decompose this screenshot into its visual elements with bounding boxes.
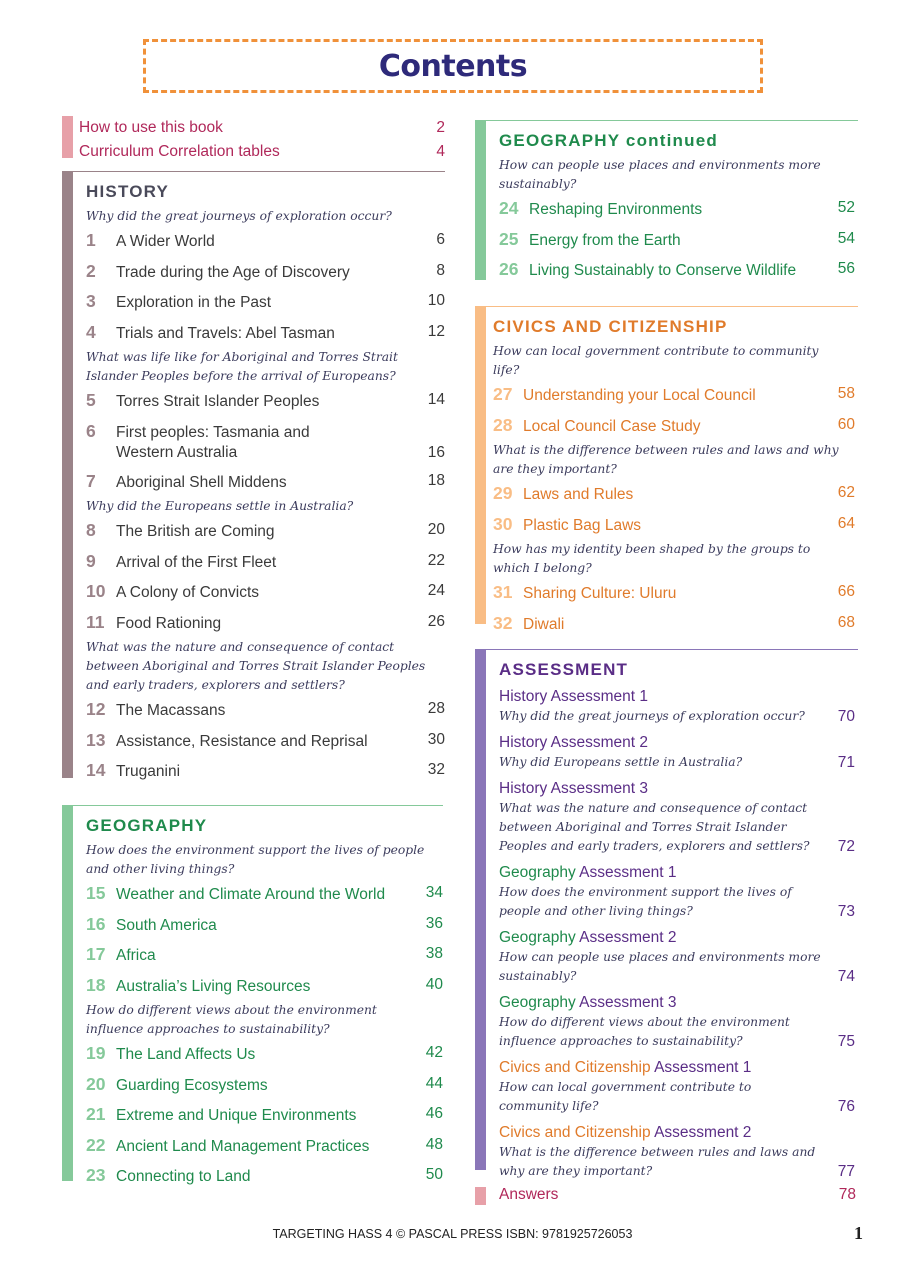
toc-entry[interactable] bbox=[86, 226, 445, 257]
assessment-item[interactable] bbox=[499, 1058, 855, 1116]
toc-entry[interactable] bbox=[86, 386, 445, 417]
toc-entry[interactable] bbox=[86, 257, 445, 288]
toc-entry[interactable] bbox=[493, 411, 855, 442]
guiding-question: How has my identity been shaped by the groups to which I belong? bbox=[493, 542, 811, 575]
entry-page: 30 bbox=[427, 730, 445, 748]
entry-page: 10 bbox=[427, 292, 445, 309]
toc-entry[interactable] bbox=[499, 225, 855, 256]
toc-entry[interactable] bbox=[86, 879, 443, 910]
entry-title: Living Sustainably to Conserve Wildlife bbox=[529, 262, 797, 279]
entry-title: Laws and Rules bbox=[523, 486, 634, 503]
entry-page: 50 bbox=[425, 1166, 443, 1183]
toc-entry[interactable] bbox=[86, 695, 445, 726]
entry-number: 18 bbox=[86, 974, 106, 995]
entry-title-line2: Western Australia bbox=[116, 443, 238, 461]
intro-item-page: 2 bbox=[436, 119, 445, 136]
toc-entry[interactable] bbox=[493, 609, 855, 640]
assessment-item[interactable] bbox=[499, 863, 855, 921]
entry-number: 15 bbox=[86, 883, 106, 903]
assessment-subject: Geography bbox=[499, 864, 576, 881]
assessment-title bbox=[499, 779, 855, 799]
title-box bbox=[143, 39, 763, 93]
toc-entry[interactable] bbox=[493, 380, 855, 411]
geography-continued-bar bbox=[475, 120, 486, 280]
section-heading: ASSESSMENT bbox=[499, 660, 629, 679]
toc-entry[interactable] bbox=[493, 578, 855, 609]
intro-item-page: 4 bbox=[436, 143, 445, 160]
entry-number: 13 bbox=[86, 729, 106, 750]
entry-title: Assistance, Resistance and Reprisal bbox=[116, 732, 368, 750]
entry-title: Exploration in the Past bbox=[116, 294, 272, 311]
entry-page: 24 bbox=[427, 582, 445, 599]
assessment-question: How does the environment support the lives of people and other living things? bbox=[499, 885, 792, 918]
entry-page: 44 bbox=[425, 1074, 443, 1092]
entry-title: The Land Affects Us bbox=[116, 1046, 256, 1063]
intro-item-label: How to use this book bbox=[79, 119, 223, 136]
entry-number: 24 bbox=[499, 198, 519, 218]
assessment-label: Assessment 1 bbox=[575, 864, 677, 881]
history-bar bbox=[62, 171, 73, 778]
entry-number: 7 bbox=[86, 470, 96, 491]
entry-page: 40 bbox=[425, 975, 443, 993]
toc-entry[interactable] bbox=[86, 1070, 443, 1101]
assessment-section bbox=[475, 649, 858, 1180]
assessment-item[interactable] bbox=[499, 993, 855, 1051]
assessment-page: 74 bbox=[837, 968, 855, 985]
entry-title: A Wider World bbox=[116, 233, 215, 250]
entry-title: Truganini bbox=[116, 763, 181, 780]
toc-entry[interactable] bbox=[86, 318, 445, 349]
assessment-subject: Geography bbox=[499, 929, 576, 946]
entry-number: 19 bbox=[86, 1043, 106, 1063]
assessment-question: What is the difference between rules and laws and why are they important? bbox=[499, 1145, 816, 1178]
guiding-question: What was the nature and consequence of contact between Aboriginal and Torres Strait Islander Peoples and early traders, explorers and settlers? bbox=[86, 640, 426, 692]
entry-title: Weather and Climate Around the World bbox=[116, 886, 386, 903]
assessment-label: Assessment 1 bbox=[547, 688, 649, 705]
toc-entry[interactable] bbox=[86, 516, 445, 547]
entry-number: 12 bbox=[86, 699, 106, 719]
assessment-title bbox=[499, 928, 855, 948]
entry-number: 11 bbox=[86, 611, 105, 632]
assessment-question: Why did the great journeys of exploration occur? bbox=[499, 709, 805, 723]
entry-page: 8 bbox=[436, 261, 445, 279]
section-heading: GEOGRAPHY bbox=[86, 816, 208, 835]
entry-title: Ancient Land Management Practices bbox=[116, 1137, 370, 1155]
entry-page: 46 bbox=[425, 1105, 443, 1122]
entry-title: Aboriginal Shell Middens bbox=[116, 473, 287, 491]
entry-title: Trade during the Age of Discovery bbox=[116, 263, 350, 281]
assessment-page: 76 bbox=[837, 1098, 855, 1115]
entry-number: 27 bbox=[493, 384, 513, 404]
assessment-subject: Civics and Citizenship bbox=[499, 1059, 651, 1076]
entry-number: 5 bbox=[86, 390, 96, 410]
geography-bar bbox=[62, 805, 73, 1181]
history-section bbox=[62, 171, 445, 778]
intro-item-label: Curriculum Correlation tables bbox=[79, 143, 280, 160]
assessment-title bbox=[499, 733, 855, 753]
entry-number: 28 bbox=[493, 414, 513, 435]
toc-entry[interactable] bbox=[86, 1100, 443, 1131]
civics-section bbox=[475, 306, 858, 633]
toc-entry[interactable] bbox=[86, 1131, 443, 1162]
intro-item[interactable] bbox=[79, 140, 445, 164]
entry-title: Connecting to Land bbox=[116, 1168, 251, 1185]
toc-entry[interactable] bbox=[499, 194, 855, 225]
toc-entry[interactable] bbox=[493, 479, 855, 510]
assessment-page: 77 bbox=[837, 1163, 855, 1180]
guiding-question: How can local government contribute to community life? bbox=[493, 344, 819, 377]
toc-entry[interactable] bbox=[86, 608, 445, 639]
entry-number: 21 bbox=[86, 1104, 106, 1124]
guiding-question: How can people use places and environments more sustainably? bbox=[499, 158, 821, 191]
answers-bar bbox=[475, 1187, 486, 1205]
entry-page: 38 bbox=[425, 945, 443, 962]
assessment-label: Assessment 2 bbox=[650, 1124, 752, 1141]
assessment-title bbox=[499, 863, 855, 883]
entry-title: First peoples: Tasmania and bbox=[116, 423, 310, 441]
entry-title: Understanding your Local Council bbox=[523, 387, 756, 404]
section-heading: GEOGRAPHY continued bbox=[499, 131, 718, 150]
entry-page: 14 bbox=[427, 391, 445, 408]
assessment-subject: Geography bbox=[499, 994, 576, 1011]
assessment-page: 70 bbox=[837, 708, 855, 725]
assessment-label: Assessment 3 bbox=[547, 780, 649, 797]
assessment-label: Assessment 2 bbox=[575, 929, 677, 946]
guiding-question: What is the difference between rules and laws and why are they important? bbox=[493, 443, 839, 476]
entry-title: Reshaping Environments bbox=[529, 201, 703, 218]
entry-title: Torres Strait Islander Peoples bbox=[116, 393, 320, 410]
entry-page: 18 bbox=[427, 471, 445, 489]
toc-entry[interactable] bbox=[86, 756, 445, 787]
assessment-subject: History bbox=[499, 688, 548, 705]
entry-page: 52 bbox=[837, 199, 855, 216]
entry-number: 9 bbox=[86, 550, 96, 571]
assessment-subject: History bbox=[499, 780, 548, 797]
entry-number: 29 bbox=[493, 483, 513, 503]
toc-entry[interactable] bbox=[86, 940, 443, 971]
assessment-page: 73 bbox=[837, 903, 855, 920]
footer: TARGETING HASS 4 © PASCAL PRESS ISBN: 9781925726053 bbox=[272, 1227, 633, 1241]
assessment-bar bbox=[475, 649, 486, 1170]
assessment-question: What was the nature and consequence of contact between Aboriginal and Torres Strait Islander Peoples and early traders, explorers and settlers? bbox=[499, 801, 810, 853]
assessment-title bbox=[499, 1058, 855, 1078]
guiding-question: How do different views about the environment influence approaches to sustainability? bbox=[86, 1003, 377, 1036]
entry-number: 16 bbox=[86, 913, 106, 934]
entry-title: Australia’s Living Resources bbox=[116, 977, 311, 995]
guiding-question: What was life like for Aboriginal and Torres Strait Islander Peoples before the arrival of Europeans? bbox=[86, 350, 398, 383]
assessment-item[interactable] bbox=[499, 928, 855, 986]
assessment-subject: Civics and Citizenship bbox=[499, 1124, 651, 1141]
entry-number: 25 bbox=[499, 228, 519, 249]
geography-section bbox=[62, 805, 443, 1185]
assessment-page: 75 bbox=[837, 1033, 855, 1050]
toc-entry[interactable] bbox=[86, 577, 445, 608]
entry-title: Sharing Culture: Uluru bbox=[523, 585, 677, 602]
page-title: Contents bbox=[378, 49, 528, 84]
entry-page: 58 bbox=[837, 385, 855, 402]
assessment-label: Assessment 2 bbox=[547, 734, 649, 751]
answers-label: Answers bbox=[499, 1186, 559, 1203]
civics-bar bbox=[475, 306, 486, 624]
entry-page: 68 bbox=[837, 613, 855, 631]
entry-title: Plastic Bag Laws bbox=[523, 516, 642, 534]
entry-title: Diwali bbox=[523, 615, 565, 633]
entry-page: 54 bbox=[837, 229, 855, 247]
toc-entry[interactable] bbox=[499, 255, 855, 286]
toc-entry[interactable] bbox=[86, 971, 443, 1002]
entry-number: 10 bbox=[86, 581, 106, 601]
entry-number: 32 bbox=[493, 612, 513, 633]
entry-page: 66 bbox=[837, 583, 855, 600]
assessment-question: Why did Europeans settle in Australia? bbox=[499, 755, 743, 769]
entry-page: 22 bbox=[427, 551, 445, 569]
answers-row[interactable] bbox=[475, 1187, 856, 1205]
page-number: 1 bbox=[854, 1223, 863, 1243]
entry-title: Trials and Travels: Abel Tasman bbox=[116, 324, 335, 342]
entry-page: 32 bbox=[427, 761, 445, 778]
toc-entry[interactable] bbox=[86, 910, 443, 941]
entry-title: The Macassans bbox=[116, 702, 226, 719]
entry-title: Arrival of the First Fleet bbox=[116, 553, 277, 571]
guiding-question: Why did the Europeans settle in Australia? bbox=[86, 499, 354, 513]
entry-page: 6 bbox=[436, 231, 445, 248]
entry-number: 31 bbox=[493, 582, 513, 602]
assessment-subject: History bbox=[499, 734, 548, 751]
entry-title: Local Council Case Study bbox=[523, 417, 701, 435]
geography-continued-section bbox=[475, 120, 858, 280]
entry-title: Energy from the Earth bbox=[529, 231, 681, 249]
entry-page: 64 bbox=[837, 514, 855, 532]
toc-entry[interactable] bbox=[493, 510, 855, 541]
entry-number: 20 bbox=[86, 1073, 106, 1094]
intro-bar bbox=[62, 116, 73, 158]
toc-entry[interactable] bbox=[86, 287, 445, 318]
entry-page: 60 bbox=[837, 415, 855, 433]
section-heading: HISTORY bbox=[86, 182, 170, 201]
entry-number: 22 bbox=[86, 1134, 106, 1155]
toc-entry[interactable] bbox=[86, 1039, 443, 1070]
entry-number: 30 bbox=[493, 513, 513, 534]
entry-page: 20 bbox=[427, 521, 445, 538]
entry-title: Africa bbox=[116, 947, 156, 964]
assessment-item[interactable] bbox=[499, 687, 855, 726]
assessment-question: How can local government contribute to community life? bbox=[499, 1080, 752, 1113]
entry-page: 48 bbox=[425, 1135, 443, 1153]
intro-item[interactable] bbox=[79, 116, 445, 140]
entry-number: 1 bbox=[86, 230, 96, 250]
toc-entry[interactable] bbox=[86, 726, 445, 757]
entry-page: 56 bbox=[837, 260, 855, 277]
assessment-title bbox=[499, 993, 855, 1013]
toc-entry[interactable] bbox=[86, 417, 445, 467]
entry-title: The British are Coming bbox=[116, 523, 275, 540]
entry-page: 62 bbox=[837, 484, 855, 501]
assessment-question: How do different views about the environment influence approaches to sustainability? bbox=[499, 1015, 790, 1048]
guiding-question: Why did the great journeys of exploration occur? bbox=[86, 209, 392, 223]
entry-number: 14 bbox=[86, 760, 106, 780]
entry-page: 12 bbox=[427, 322, 445, 340]
assessment-question: How can people use places and environments more sustainably? bbox=[499, 950, 821, 983]
entry-number: 6 bbox=[86, 420, 96, 441]
entry-title: South America bbox=[116, 916, 217, 934]
assessment-page: 72 bbox=[837, 838, 855, 855]
entry-number: 4 bbox=[86, 321, 96, 342]
assessment-item[interactable] bbox=[499, 1123, 855, 1181]
answers-page: 78 bbox=[838, 1186, 856, 1203]
entry-page: 34 bbox=[425, 884, 443, 901]
entry-title: Food Rationing bbox=[116, 614, 222, 632]
assessment-item[interactable] bbox=[499, 779, 855, 856]
entry-number: 8 bbox=[86, 520, 96, 540]
entry-page: 28 bbox=[427, 700, 445, 717]
toc-entry[interactable] bbox=[86, 547, 445, 578]
entry-page: 26 bbox=[427, 612, 445, 630]
entry-number: 26 bbox=[499, 259, 519, 279]
assessment-label: Assessment 1 bbox=[650, 1059, 752, 1076]
toc-entry[interactable] bbox=[86, 1161, 443, 1192]
entry-page: 42 bbox=[425, 1044, 443, 1061]
entry-page: 16 bbox=[427, 443, 445, 461]
assessment-item[interactable] bbox=[499, 733, 855, 772]
entry-number: 23 bbox=[86, 1165, 106, 1185]
assessment-title bbox=[499, 1123, 855, 1143]
assessment-title bbox=[499, 687, 855, 707]
entry-number: 2 bbox=[86, 260, 96, 281]
section-heading: CIVICS AND CITIZENSHIP bbox=[493, 317, 728, 336]
assessment-page: 71 bbox=[837, 754, 855, 771]
entry-title: Extreme and Unique Environments bbox=[116, 1107, 357, 1124]
entry-number: 3 bbox=[86, 291, 96, 311]
entry-number: 17 bbox=[86, 944, 106, 964]
entry-page: 36 bbox=[425, 914, 443, 932]
assessment-label: Assessment 3 bbox=[575, 994, 677, 1011]
guiding-question: How does the environment support the lives of people and other living things? bbox=[86, 843, 425, 876]
entry-title: A Colony of Convicts bbox=[116, 584, 260, 601]
toc-entry[interactable] bbox=[86, 467, 445, 498]
entry-title: Guarding Ecosystems bbox=[116, 1076, 268, 1094]
intro-section bbox=[62, 116, 445, 158]
